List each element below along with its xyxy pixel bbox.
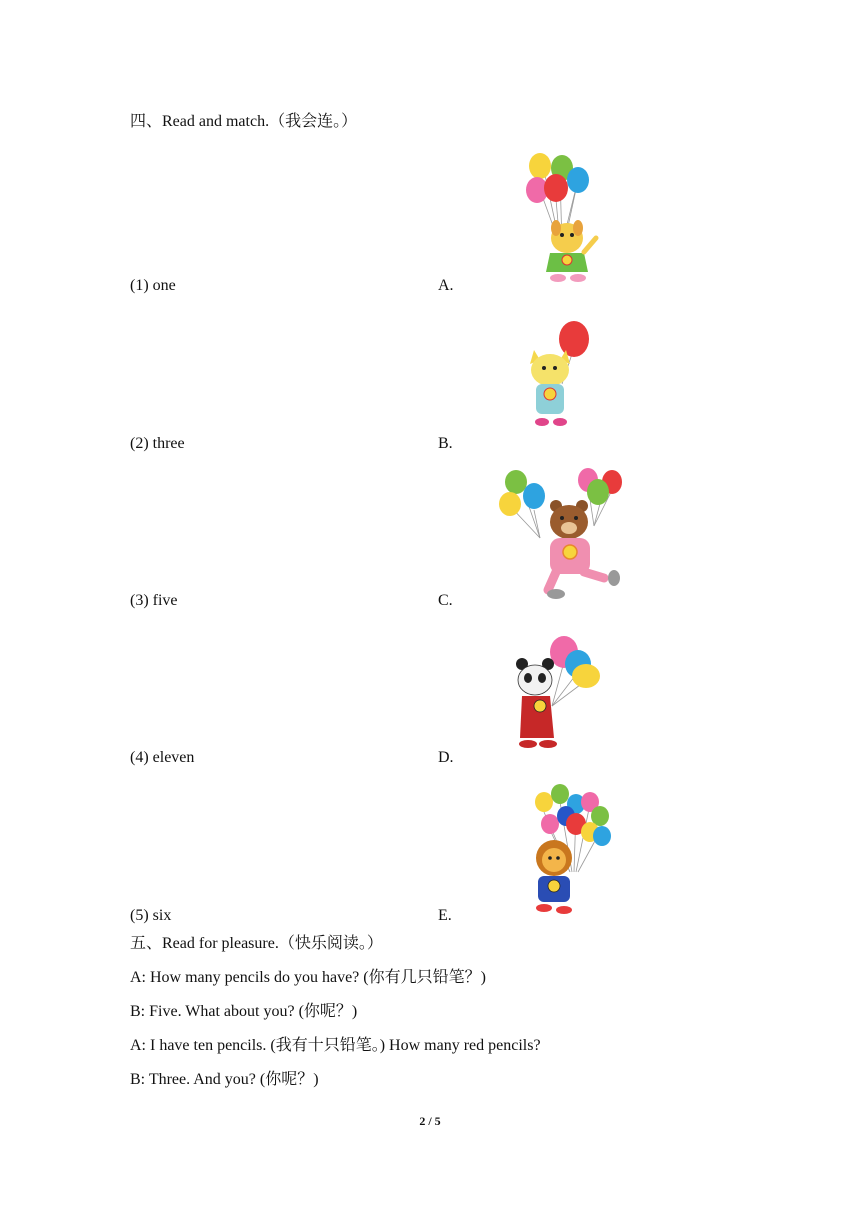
dialogue-line-3: A: I have ten pencils. (我有十只铅笔。) How many red pencils?: [130, 1037, 541, 1054]
lion-balloons-illustration: [530, 782, 614, 918]
panda-balloons-illustration: [512, 634, 608, 752]
match-left-1: (1) one: [130, 277, 176, 294]
match-right-d: D.: [438, 749, 454, 766]
cat-balloon-illustration: [522, 318, 596, 428]
match-right-a: A.: [438, 277, 454, 294]
match-left-3: (3) five: [130, 592, 178, 609]
page-number: 2 / 5: [419, 1114, 441, 1128]
puppy-balloons-illustration: [520, 150, 610, 286]
bear-balloons-illustration: [496, 466, 626, 602]
match-left-2: (2) three: [130, 435, 185, 452]
dialogue-line-1: A: How many pencils do you have? (你有几只铅笔？): [130, 969, 486, 986]
section-5-heading: 五、Read for pleasure.（快乐阅读。）: [130, 935, 383, 952]
dialogue-line-4: B: Three. And you? (你呢？): [130, 1071, 319, 1088]
match-right-e: E.: [438, 907, 452, 924]
match-right-c: C.: [438, 592, 453, 609]
section-4-heading: 四、Read and match.（我会连。）: [130, 113, 358, 130]
dialogue-line-2: B: Five. What about you? (你呢？): [130, 1003, 358, 1020]
match-left-4: (4) eleven: [130, 749, 195, 766]
match-left-5: (5) six: [130, 907, 172, 924]
match-right-b: B.: [438, 435, 453, 452]
